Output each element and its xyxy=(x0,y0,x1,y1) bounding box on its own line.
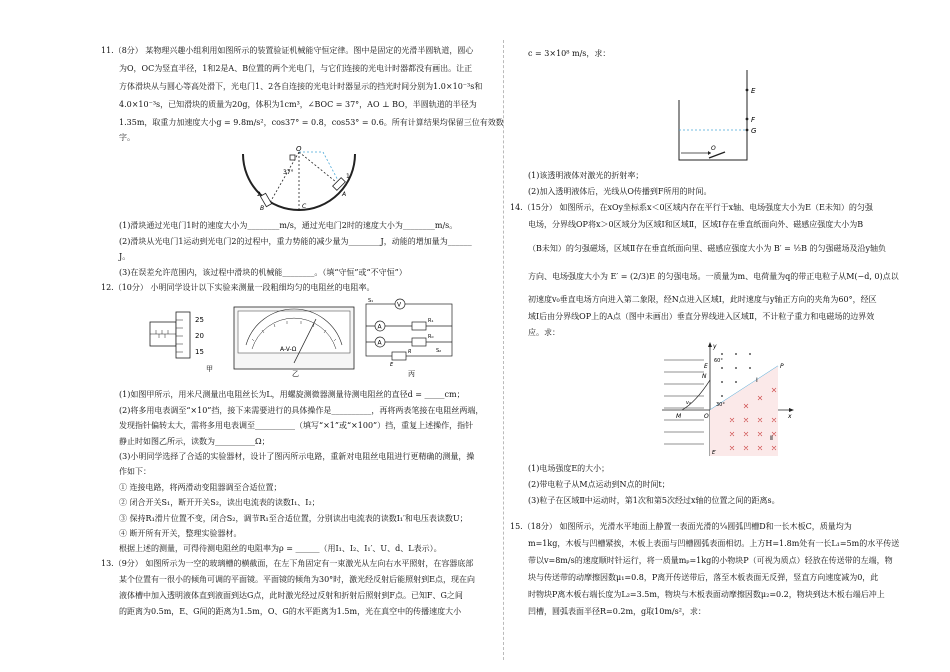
field-label-60: 60° xyxy=(714,358,723,364)
q14-line7: 应。求： xyxy=(528,328,560,337)
glass-tank-figure xyxy=(675,66,765,164)
circuit-voltmeter: V xyxy=(397,301,402,309)
fig-label-yi: 乙 xyxy=(292,370,299,377)
fig-label-1: 1 xyxy=(346,173,350,180)
q12-sub2-cont1: 发现指针偏转太大，需将多用电表调至__________（填写“×1”或“×100”）挡，重复上述操作，指针 xyxy=(119,421,474,430)
q13-line3: 液体槽中加入透明液体直到液面到达G点，此时激光经过反射和折射后照射到F点。已知F、G之间 xyxy=(119,591,463,600)
q11-line4: 4.0×10⁻³s，已知滑块的质量为20g，体积为1cm³，∠BOC = 37°，AO ⊥ BO，半圆轨道的半径为 xyxy=(119,100,477,109)
q13-line1: 13.（9分） 如图所示为一空的玻璃槽的横截面，在左下角固定有一束激光从左向右水平照射，在容器底部 xyxy=(101,559,474,568)
micrometer-figure xyxy=(148,308,228,374)
tank-label-e: E xyxy=(751,87,756,95)
circuit-ammeter-1: A xyxy=(377,323,382,331)
q12-sub3: (3)小明同学选择了合适的实验器材，设计了图丙所示电路，重新对电阻丝电阻进行更精确的测量，操 xyxy=(119,452,475,461)
micrometer-25: 25 xyxy=(195,316,204,324)
circuit-ammeter-2: A xyxy=(377,339,382,347)
fig-label-jia: 甲 xyxy=(206,365,213,373)
q11-sub2: (2)滑块从光电门1运动到光电门2的过程中，重力势能的减少量为________J，动能的增加量为______ xyxy=(119,237,472,246)
q12-step4: ④ 断开所有开关，整理实验器材。 xyxy=(119,529,242,538)
q11-sub3: (3)在误差允许范围内，该过程中滑块的机械能________。（填“守恒”或“不守恒”） xyxy=(119,268,407,277)
q12-sub2: (2)将多用电表调至“×10”挡，接下来需要进行的具体操作是__________，再将两表笔接在电阻丝两端， xyxy=(119,406,484,415)
q13-line2: 某个位置有一很小的倾角可调的平面镜。平面镜的倾角为30°时，激光经反射后能照射到E点，现在向 xyxy=(119,575,476,584)
q11-line3: 方体滑块从与圆心等高处滑下，光电门1、2各自连接的光电计时器显示的挡光时间分别为1.0×10⁻³s和 xyxy=(119,82,483,91)
q15-line3: 带以v=8m/s的速度顺时针运行，将一质量mₚ=1kg的小物块P（可视为质点）轻放在传送带的左端，物 xyxy=(528,556,893,565)
field-label-p: P xyxy=(780,363,784,370)
q14-line6: 域Ⅰ后由分界线OP上的A点（图中未画出）垂直分界线进入区域Ⅱ，不计粒子重力和电磁场的边界效 xyxy=(528,312,875,321)
q11-sub1: (1)滑块通过光电门1时的速度大小为________m/s，通过光电门2时的速度大小为________m/s。 xyxy=(119,221,458,230)
field-label-v0: v₀ xyxy=(686,400,691,406)
fig-label-a: A xyxy=(342,191,347,198)
q12-step1: ① 连接电路，将两滑动变阻器调至合适位置； xyxy=(119,483,282,492)
q12-step3: ③ 保持R₁滑片位置不变，闭合S₂，调节R₁至合适位置，分别读出电流表的读数I₁′和电压表读数U； xyxy=(119,514,468,523)
q13-sub2: (2)加入透明液体后，光线从O传播到F所用的时间。 xyxy=(528,187,712,196)
field-label-x: x xyxy=(788,413,792,420)
q14-sub1: (1)电场强度E的大小； xyxy=(528,464,610,473)
q11-line5: 1.35m，取重力加速度大小g = 9.8m/s²，cos37° = 0.8，cos53° = 0.6。所有计算结果均保留三位有效数 xyxy=(119,118,504,127)
q14-sub2: (2)带电粒子从M点运动到N点的时间t； xyxy=(528,480,670,489)
q14-sub3: (3)粒子在区域Ⅱ中运动时，第1次和第5次经过x轴的位置之间的距离s。 xyxy=(528,496,780,505)
tank-label-o: O xyxy=(711,145,716,152)
q11-line2: 为O，OC为竖直半径，1和2是A、B位置的两个光电门，与它们连接的光电计时器都没有画出。让正 xyxy=(119,64,473,73)
tank-label-f: F xyxy=(751,116,756,124)
tank-label-g: G xyxy=(751,127,757,135)
multimeter-label: A-V-Ω xyxy=(280,346,297,353)
q13-speed-line: c = 3×10⁸ m/s，求： xyxy=(528,49,611,58)
field-label-30: 30° xyxy=(716,402,725,408)
q15-line5: 时物块P离木板右端长度为L₂=3.5m，物块与木板表面动摩擦因数μ₂=0.2，物块到达木板右端后冲上 xyxy=(528,590,885,599)
q15-line2: m=1kg，木板与凹槽紧挨，木板上表面与凹槽圆弧表面相切。上方H=1.8m处有一长L₁=5m的水平传送 xyxy=(528,539,900,548)
fig-label-bing: 丙 xyxy=(408,370,415,378)
field-label-e-prime: E′ xyxy=(712,450,717,456)
field-label-o: O xyxy=(704,413,709,420)
q14-line4: 方向、电场强度大小为 E′ = (2/3)E 的匀强电场。一质量为m、电荷量为q的带正电粒子从M(−d, 0)点以 xyxy=(528,272,899,281)
q12-sub2-cont2: 静止时如图乙所示，读数为__________Ω； xyxy=(119,437,270,446)
q15-line1: 15.（18分） 如图所示，光滑水平地面上静置一表面光滑的¼圆弧凹槽D和一长木板C，质量均为 xyxy=(510,522,852,531)
q12-sub1: (1)如图甲所示，用米尺测量出电阻丝长为L，用螺旋测微器测量待测电阻丝的直径d = _____cm； xyxy=(119,390,465,399)
circuit-r1: R₁ xyxy=(428,318,434,324)
q14-line2: 电场，分界线OP将x＞0区域分为区域Ⅰ和区域Ⅱ，区域Ⅰ存在垂直纸面向外、磁感应强度大小为B xyxy=(528,220,864,229)
field-label-n: N xyxy=(702,373,707,380)
q15-line6: 凹槽，圆弧表面半径R=0.2m，g取10m/s²，求： xyxy=(528,607,706,616)
q13-sub1: (1)该透明液体对激光的折射率； xyxy=(528,171,644,180)
q15-line4: 块与传送带的动摩擦因数μ₁=0.8，P离开传送带后，落至木板表面无反弹，竖直方向速度减为0，此 xyxy=(528,573,879,582)
q14-line1: 14.（15分） 如图所示，在xOy坐标系x＜0区域内存在平行于x轴、电场强度大小为E（E未知）的匀强 xyxy=(510,203,873,212)
circuit-s2: S₂ xyxy=(436,348,442,354)
fig-label-2: 2 xyxy=(257,191,261,198)
fig-label-o: O xyxy=(296,145,302,153)
circuit-s1: S₁ xyxy=(368,298,374,304)
circuit-figure xyxy=(362,296,458,378)
fig-label-angle: 37° xyxy=(283,169,294,176)
q12-step2: ② 闭合开关S₁，断开开关S₂，读出电流表的读数I₁、I₂； xyxy=(119,498,320,507)
q14-line5: 初速度v₀垂直电场方向进入第二象限，经N点进入区域Ⅰ，此时速度与y轴正方向的夹角为60°，经区 xyxy=(528,295,877,304)
circuit-r0: R₀ xyxy=(428,334,434,340)
em-field-figure xyxy=(660,340,795,460)
q12-sub4: 根据上述的测量，可得待测电阻丝的电阻率为ρ = ______（用I₁、I₂、I₁′、U、d、L表示）。 xyxy=(119,544,442,553)
fig-label-b: B xyxy=(260,205,265,212)
q13-line4: 的距离为0.5m，E、G间的距离为1.5m，O、G的水平距离为1.5m，光在真空中的传播速度大小 xyxy=(119,607,462,616)
circuit-e: E xyxy=(390,362,394,368)
semicircle-track-figure xyxy=(238,144,358,212)
field-label-m: M xyxy=(676,413,682,420)
q11-line6: 字。 xyxy=(119,133,135,142)
q11-line1: 11.（8分） 某物理兴趣小组利用如图所示的装置验证机械能守恒定律。图中是固定的光滑半圆轨道，圆心 xyxy=(101,46,474,55)
field-label-region-1: Ⅰ xyxy=(756,377,758,384)
q11-sub2-cont: J。 xyxy=(119,252,131,261)
micrometer-20: 20 xyxy=(195,332,204,340)
q12-line1: 12.（10分） 小明同学设计以下实验来测量一段粗细均匀的电阻丝的电阻率。 xyxy=(101,283,375,292)
micrometer-15: 15 xyxy=(195,348,204,356)
fig-label-c: C xyxy=(302,203,307,210)
circuit-r: R xyxy=(408,349,412,355)
q12-sub3-cont: 作如下： xyxy=(119,467,151,476)
field-label-y: y xyxy=(713,343,717,350)
field-label-e: E xyxy=(704,363,708,370)
column-divider xyxy=(503,40,504,660)
q14-line3: （B未知）的匀强磁场，区域Ⅱ存在垂直纸面向里、磁感应强度大小为 B′ = ½B 的匀强磁场及沿y轴负 xyxy=(528,244,887,253)
field-label-region-2: Ⅱ xyxy=(770,435,773,442)
multimeter-figure xyxy=(232,305,357,377)
